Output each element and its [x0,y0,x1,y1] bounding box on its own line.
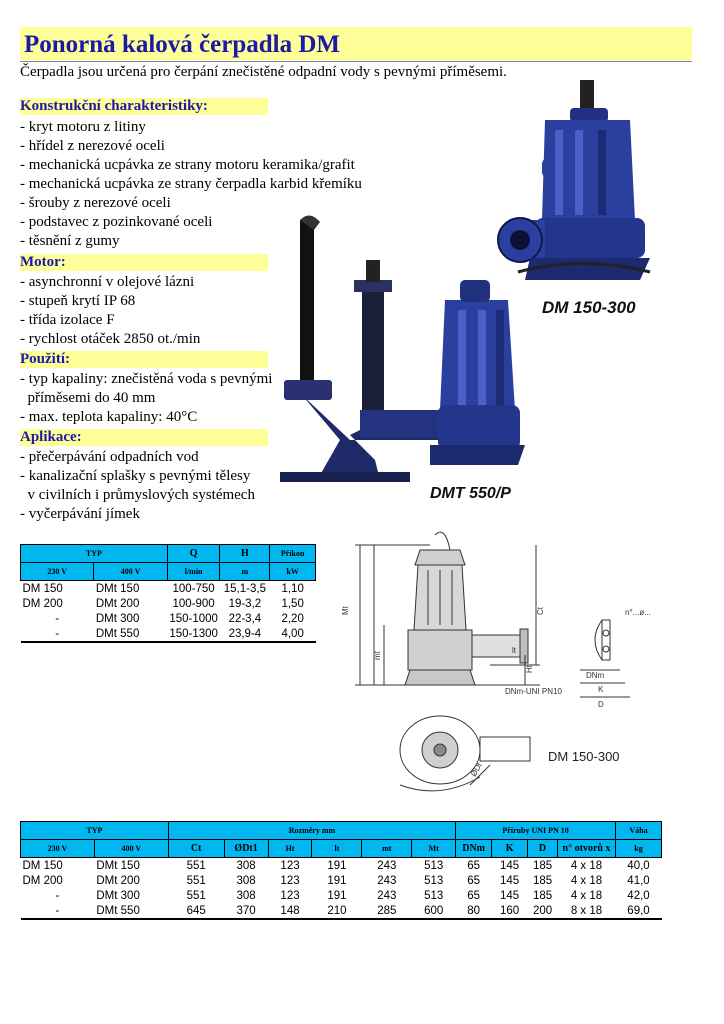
cell-mt2: 513 [424,889,444,902]
cell-h: 23,9-4 [228,627,262,640]
cell-lt: 191 [327,874,347,887]
cell-h: 19-3,2 [228,597,262,610]
cell-230v: DM 200 [22,597,63,610]
list-item: - mechanická ucpávka ze strany čerpadla karbid křemíku [20,176,362,192]
cell-otvoru: 4 x 18 [570,874,603,887]
cell-p: 4,00 [281,627,304,640]
table-row [21,611,316,626]
list-item: - hřídel z nerezové oceli [20,138,165,154]
list-item: - podstavec z pozinkované oceli [20,214,213,230]
cell-p: 1,10 [281,582,304,595]
cell-d: 185 [532,874,553,887]
list-item: - kryt motoru z litiny [20,119,146,135]
cell-400v: DMt 550 [95,627,140,640]
dimensions-table [20,821,662,920]
list-item: - vyčerpávání jímek [20,506,140,522]
header-rozmery: Rozměry mm [168,822,455,840]
cell-dnm: 65 [467,874,481,887]
cell-ht: 148 [280,904,300,917]
list-item: příměsemi do 40 mm [20,390,156,406]
cell-230v: DM 150 [22,582,63,595]
cell-mt: 243 [377,889,397,902]
label-n-holes: n°...ø... [625,608,651,617]
cell-odt: 370 [236,904,256,917]
header-d: D [528,840,558,858]
label-ct: Ct [536,607,545,615]
table-row [21,858,662,874]
cell-q: 100-750 [172,582,215,595]
drawing-caption: DM 150-300 [548,749,620,764]
photo-label-dmt: DMT 550/P [430,485,511,502]
title-divider [20,61,692,62]
cell-mt2: 513 [424,859,444,872]
cell-otvoru: 4 x 18 [570,889,603,902]
cell-lt: 191 [327,889,347,902]
page-title: Ponorná kalová čerpadla DM [24,31,340,58]
cell-230v: DM 150 [22,859,63,872]
label-d: D [598,700,604,709]
cell-d: 185 [532,889,553,902]
section-heading-usage: Použití: [20,351,268,368]
cell-230v: DM 200 [22,874,63,887]
header-vaha: Váha [615,822,661,840]
pump-dmt-illustration [280,215,525,482]
header-p-unit: kW [270,563,316,581]
section-heading-construction: Konstrukční charakteristiky: [20,98,268,115]
list-item: - rychlost otáček 2850 ot./min [20,331,201,347]
cell-kg: 69,0 [627,904,650,917]
label-mt: mt [373,651,382,660]
cell-q: 150-1300 [169,627,218,640]
header-odt: ØDt1 [224,840,268,858]
cell-q: 100-900 [172,597,215,610]
cell-400v: DMt 200 [96,874,140,887]
list-item: - těsnění z gumy [20,233,120,249]
cell-400v: DMt 300 [96,889,140,902]
header-230v: 230 V [21,840,95,858]
list-item: - asynchronní v olejové lázni [20,274,195,290]
list-item: - přečerpávání odpadních vod [20,449,199,465]
header-400v: 400 V [94,840,168,858]
cell-ht: 123 [280,859,300,872]
photo-label-dm: DM 150-300 [542,298,636,317]
cell-mt: 285 [377,904,397,917]
cell-dnm: 80 [467,904,481,917]
pump-photos [280,80,700,510]
table-row [21,873,662,888]
cell-ct: 551 [186,889,206,902]
header-mt2: Mt [412,840,456,858]
pump-dm-illustration [498,80,650,280]
section-heading-motor: Motor: [20,254,268,271]
cell-ht: 123 [280,889,300,902]
list-item: - kanalizační splašky s pevnými tělesy [20,468,251,484]
header-h: H [220,545,270,563]
list-item: - typ kapaliny: znečistěná voda s pevnými [20,371,273,387]
cell-ct: 645 [186,904,206,917]
list-item: - max. teplota kapaliny: 40°C [20,409,198,425]
header-priruby: Příruby UNI PN 10 [456,822,616,840]
cell-400v: DMt 200 [95,597,140,610]
table-row [21,903,662,919]
cell-p: 2,20 [281,612,304,625]
header-dnm: DNm [456,840,492,858]
cell-h: 22-3,4 [228,612,262,625]
header-q-unit: l/min [167,563,220,581]
header-otvoru: n° otvorů x [558,840,616,858]
cell-kg: 41,0 [627,874,650,887]
cell-230v: - [55,627,60,640]
cell-230v: - [55,904,60,917]
subtitle: Čerpadla jsou určená pro čerpání znečistěné odpadní vody s pevnými příměsemi. [20,64,507,80]
header-kg: kg [615,840,661,858]
cell-lt: 210 [327,904,347,917]
table-row [21,626,316,642]
cell-400v: DMt 150 [96,859,140,872]
cell-mt2: 600 [424,904,444,917]
section-heading-applications: Aplikace: [20,429,268,446]
cell-dnm: 65 [467,889,481,902]
header-h-unit: m [220,563,270,581]
list-item: - mechanická ucpávka ze strany motoru keramika/grafit [20,157,355,173]
header-230v: 230 V [21,563,94,581]
performance-table [20,544,316,643]
cell-ct: 551 [186,859,206,872]
cell-q: 150-1000 [169,612,218,625]
label-dnm-uni: DNm-UNI PN10 [505,687,562,696]
header-400v: 400 V [94,563,167,581]
cell-p: 1,50 [281,597,304,610]
header-ct: Ct [168,840,224,858]
cell-kg: 40,0 [627,859,650,872]
header-typ: TYP [21,545,168,563]
cell-d: 185 [532,859,553,872]
cell-h: 15,1-3,5 [223,582,266,595]
cell-mt2: 513 [424,874,444,887]
cell-odt: 308 [236,859,256,872]
cell-dnm: 65 [467,859,481,872]
cell-otvoru: 4 x 18 [570,859,603,872]
list-item: v civilních i průmyslových systémech [20,487,255,503]
cell-odt: 308 [236,874,256,887]
cell-230v: - [55,612,60,625]
cell-400v: DMt 300 [95,612,140,625]
technical-drawing [340,525,680,795]
header-prikon: Příkon [270,545,316,563]
cell-mt: 243 [377,874,397,887]
cell-kg: 42,0 [627,889,650,902]
label-lt: lt [512,646,516,655]
label-dnm: DNm [586,671,605,680]
label-ht: Ht [525,665,534,673]
header-ht: Ht [268,840,312,858]
cell-otvoru: 8 x 18 [570,904,603,917]
cell-k: 160 [499,904,520,917]
header-typ: TYP [21,822,169,840]
label-mt-big: Mt [341,606,350,615]
cell-k: 145 [499,889,520,902]
table-row [21,581,316,597]
cell-odt: 308 [236,889,256,902]
list-item: - šrouby z nerezové oceli [20,195,171,211]
cell-400v: DMt 150 [95,582,140,595]
header-lt: lt [312,840,362,858]
label-k: K [598,685,604,694]
table-row [21,596,316,611]
cell-ct: 551 [186,874,206,887]
cell-400v: DMt 550 [96,904,140,917]
cell-d: 200 [532,904,553,917]
list-item: - třída izolace F [20,312,115,328]
cell-lt: 191 [327,859,347,872]
table-row [21,888,662,903]
header-k: K [492,840,528,858]
cell-mt: 243 [377,859,397,872]
list-item: - stupeň krytí IP 68 [20,293,136,309]
label-odt: ØDt [468,761,484,778]
header-mt: mt [362,840,412,858]
cell-ht: 123 [280,874,300,887]
cell-230v: - [55,889,60,902]
header-q: Q [167,545,220,563]
cell-k: 145 [499,874,520,887]
cell-k: 145 [499,859,520,872]
